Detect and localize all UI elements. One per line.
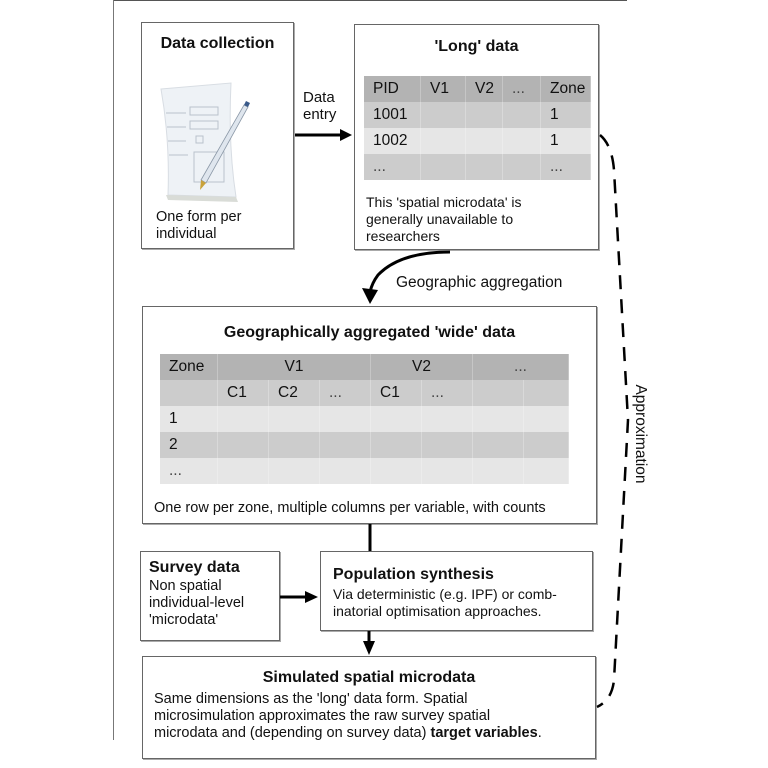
table-row: 1002 1 <box>364 128 591 154</box>
column-header: Zone <box>160 354 218 380</box>
column-header: ... <box>473 354 569 380</box>
population-synthesis-description: Via deterministic (e.g. IPF) or comb- inatorial optimisation approaches. <box>333 586 557 619</box>
survey-to-synthesis-arrow <box>280 591 318 603</box>
table-row: ... ... <box>364 154 591 180</box>
simulated-microdata-description: Same dimensions as the 'long' data form. Spatial microsimulation approximates the raw survey spatial microdata and (depending on survey data) target variables. <box>154 691 542 741</box>
table-row: ... <box>160 458 569 484</box>
long-data-title: 'Long' data <box>434 38 519 55</box>
column-header: PID <box>364 76 421 102</box>
column-header: V1 <box>421 76 466 102</box>
approximation-dashed-arc <box>597 135 628 707</box>
table-subheader-row: C1 C2 ... C1 ... <box>160 380 569 406</box>
data-collection-title: Data collection <box>160 35 275 52</box>
table-row: 1001 1 <box>364 102 591 128</box>
column-header: V1 <box>218 354 371 380</box>
data-collection-caption: One form per individual <box>156 209 242 242</box>
table-row: 1 <box>160 406 569 432</box>
column-header: ... <box>503 76 541 102</box>
geographic-aggregation-arrow <box>362 252 450 304</box>
long-data-note: This 'spatial microdata' is generally unavailable to researchers <box>366 194 522 244</box>
wide-data-title: Geographically aggregated 'wide' data <box>223 324 516 341</box>
geographic-aggregation-label: Geographic aggregation <box>396 274 563 291</box>
synthesis-to-simulated-arrow <box>363 631 375 655</box>
column-header: V2 <box>466 76 503 102</box>
simulated-microdata-title: Simulated spatial microdata <box>262 669 476 686</box>
wide-data-caption: One row per zone, multiple columns per variable, with counts <box>154 500 546 516</box>
data-entry-arrow <box>295 129 352 141</box>
survey-data-description: Non spatial individual-level 'microdata' <box>149 578 245 628</box>
population-synthesis-title: Population synthesis <box>333 566 494 583</box>
data-entry-label: Data entry <box>303 89 337 123</box>
survey-data-title: Survey data <box>149 559 240 576</box>
column-header: Zone <box>541 76 591 102</box>
column-header: V2 <box>371 354 473 380</box>
table-row: 2 <box>160 432 569 458</box>
approximation-label: Approximation <box>632 384 649 484</box>
